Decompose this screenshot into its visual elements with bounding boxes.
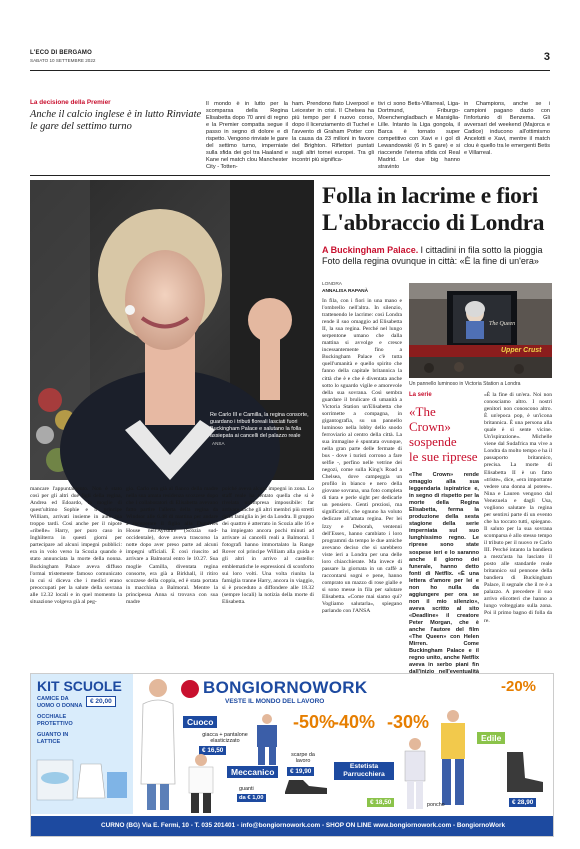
discount-40: -40%	[333, 712, 376, 732]
store-sign: Upper Crust	[501, 347, 542, 354]
brand-logo	[181, 678, 411, 708]
inset-caption: Un pannello luminoso in Victoria Station a Londra	[409, 381, 521, 387]
edile-price: € 28,90	[509, 798, 536, 807]
kit-item-1: CAMICE DA UOMO O DONNA	[37, 696, 83, 709]
premier-article	[30, 99, 550, 171]
dateline: LONDRA	[322, 282, 342, 287]
chef-figure-icon	[181, 752, 221, 814]
discount-20: -20%	[501, 678, 537, 695]
brand-name: BONGIORNOWORK	[203, 678, 368, 697]
subhead-b: Foto della regina ovunque in città: «È la fine di un'era»	[322, 256, 539, 266]
main-bottom-col-2: gio. Carlo era già al fianco della madre nella sua amata residenza scozzese dopo che i collaboratori di Elisabetta avevano fatto partire l'allerta della regina da Windsor alle 6.48 di mattina per andare a recuperare il figlio alla Dumfries House nell'Ayrshire (Scozia sud-occidentale), dove aveva trascorso la notte dopo aver preso parte ad alcuni impegni ufficiali. È così riuscito ad arrivare a Balmoral entro le 10.27. Sua moglie Camilla, diventata regina consorte, era già a Birkhall, il ritiro scozzese della coppia, ed è stata portata in macchina a Balmoral. Mentre la principessa Anna si trovava con sua madre	[126, 486, 218, 605]
kit-price: € 20,00	[86, 696, 116, 707]
photo-caption-text: Re Carlo III e Camilla, la regina consorte, guardano i tributi floreali lasciati fuori Buckingham Palace e salutano la folla assiepata ai cancelli del palazzo reale	[210, 412, 309, 439]
poncho-label: poncho	[427, 802, 445, 808]
section-rule	[30, 175, 550, 176]
sub-kicker: A Buckingham Palace.	[322, 245, 419, 255]
worker-figure-icon	[433, 708, 473, 808]
discount-50: -50%	[293, 712, 336, 732]
mechanic-figure-icon	[253, 712, 281, 766]
paper-name: L'ECO DI BERGAMO	[30, 50, 92, 56]
discount-30: -30%	[387, 712, 430, 732]
main-col-a: In fila, con i fiori in una mano e l'ombrello nell'altra. In silenzio, trattenendo le lacrime: così Londra rende il suo omaggio ad Elisabetta II, la sua regina. Perché nel lungo serpentone umano che dalla mattina si avvolge e cresce incessantemente fino a Buckingham Palace c'è tutta quell'umanità e quello spirito che fanno della capitale britannica la città che è e che è diventata anche sotto lo sguardo vigile e amorevole della sua sovrana. Così sembra guardare il brulicare di umanità a Victoria Station un'Elisabetta che sorrimette a compagna, in gigantografia, su un pannello luminoso nella lobby dello snodo ferroviario al centro della città. La sua immagine è spuntata ovunque, nella gran parte delle fermate di bus - dove i turisti corrono a fare selfie -, perfino nelle vetrine dei negozi, come sulla King's Road a Chelsea, dove campeggia un profilo in bianco e nero della giovane sovrana, una foto completa di tiara e perle sight per dedicarle un pensiero. Genti preziosi, ma significativi, che ognuno ha voluto dedicare all'amata regina. Per lei Izzy e Deborah, ventenni dell'Essex, hanno cambiato i loro programmi da tempo le due amiche avevano deciso che si sarebbero viste ieri a Londra per una delle loro chiacchierate. Ma invece di passare la giornata in un caffè a raccontarsi sogni e pene, hanno comprato un mazzo di rose gialle e si sono messe in fila per salutare Elisabetta. «Come mai siamo qui? Vogliamo salutarla», spiegano parlando con l'ANSA	[322, 298, 402, 615]
crown-kicker: La serie	[409, 392, 432, 398]
main-headline-line-2: L'abbraccio di Londra	[322, 210, 545, 236]
premier-headline: Anche il calcio inglese è in lutto Rinviate le gare del settimo turno	[30, 109, 202, 132]
guanti-price: da € 1,00	[239, 795, 264, 801]
crown-title-3: le sue riprese	[409, 449, 478, 464]
victoria-station-illustration	[409, 283, 552, 378]
premier-col-2: ham. Prendono fiato Liverpool e Leicester in crisi. Il Chelsea ha più tempo per il nuovo corso, dopo il licenziamento di Tuchel e l'avvento di Graham Potter con la causa da 23 milioni in favore del Brighton. Riflettori puntati sugli altri tornei europei. Tra gli incontri più significa-	[292, 101, 374, 164]
ad-footer-text: CURNO (BG) Via E. Fermi, 10 - T. 035 201401 - info@bongiornowork.com - SHOP ON LINE www.bongiornowork.com - BongiornoWork	[101, 822, 506, 829]
crown-text: «The Crown» rende omaggio alla sua leggendaria ispiratrice e, in segno di rispetto per la morte della Regina Elisabetta, ferma la produzione della sesta stagione della serie imperniata sul suo lunghissimo regno. Le riprese sono state sospese ieri e lo saranno anche il giorno dei funerale, hanno detto fonti di Netflix. «È una lettera d'amore per lei e non ho nulla da aggiungere per ora se non il mio silenzio», aveva scritto al sito «Deadline» il creatore Peter Morgan, che è anche l'autore del film «The Queen» con Helen Mirren. Come Buckingham Palace e il regno unito, anche Netflix aveva in serbo piani fin	[409, 472, 479, 669]
kit-item-2: OCCHIALE PROTETTIVO	[37, 714, 73, 727]
premier-col-1: Il mondo è in lutto per la scomparsa della Regina Elisabetta dopo 70 anni di regno e la Premier compatta segue il passo in segno di dolore e di rispetto. Vengono rinviate le gare del settimo turno, imperniate sulla sfida dei gol tra Haaland e Kane nel match clou Manchester City - Totten-	[206, 101, 288, 171]
cuoco-price: € 16,50	[199, 746, 226, 755]
page-number: 3	[543, 51, 550, 63]
premier-kicker: La decisione della Premier	[30, 99, 111, 106]
brand-tagline: VESTE IL MONDO DEL LAVORO	[225, 698, 325, 705]
main-headline	[322, 183, 552, 237]
kit-item-3: GUANTO IN LATTICE	[37, 732, 69, 745]
brand-mark-icon	[181, 680, 199, 698]
tv-screen-text: The Queen	[489, 321, 516, 327]
subhead-a: I cittadini in fila sotto la pioggia	[420, 245, 543, 255]
kit-scuole-panel	[31, 674, 133, 814]
beautician-figure-icon	[401, 736, 429, 812]
boot-icon	[499, 748, 549, 798]
masthead-rule	[30, 70, 550, 71]
poncho-price-tag: € 18,50	[367, 798, 394, 807]
main-headline-line-1: Folla in lacrime e fiori	[322, 183, 538, 209]
main-bottom-col-3: poiché aveva alcuni impegni in zona. Lo staff reale ha tentato quella che si è rivelata un'impresa impossibile: far arrivare anche gli altri membri più stretti della famiglia in jet da Londra. Il gruppo dei quattro è atterrato in Scozia alle 16 e ha impiegato ancora pochi minuti ad arrivare ai cancelli reali a Balmoral. I fotografi hanno immortalato la Range Rover col principe William alla guida e gli altri in arrivo al castello: emblematiche le espressioni di sconforto sui loro volti. Una volta riunita la famiglia tranne Harry, ancora in viaggio, si è proceduto a diffondere alle 18.32 (sempre locali) la notizia della morte di Elisabetta.	[222, 486, 314, 605]
scarpe-price: € 19,90	[287, 767, 314, 776]
doctor-figure-icon	[135, 674, 181, 814]
inset-photo	[409, 283, 552, 378]
edile-label: Edile	[477, 732, 505, 744]
shoe-icon	[281, 774, 331, 798]
cuoco-label: Cuoco	[183, 716, 217, 728]
kit-products-icon	[31, 754, 133, 812]
scarpe-label: scarpe da lavoro	[291, 752, 315, 765]
byline: ANNALISA RAPANÀ	[322, 289, 369, 294]
meccanico-label: Meccanico	[227, 766, 278, 778]
main-subhead	[322, 245, 552, 267]
crown-title-2: sospende	[409, 434, 457, 449]
cuoco-desc: giacca + pantalone elasticizzato	[202, 732, 248, 745]
ad-footer	[31, 816, 553, 836]
issue-date: SABATO 10 SETTEMBRE 2022	[30, 58, 96, 63]
estetista-label: Estetista Parrucchiera	[334, 762, 394, 780]
premier-col-3: tivi ci sono Betis-Villarreal, Liga-Dortmund, Friburgo-Moenchengladbach e Marsiglia-Lille. Intanto la Liga gongola, il Barca è tornato super competitivo con Xavi e i gol di Lewandowski (6 in 5 gare) e si riaccende l'eterna sfida col Real Madrid. Le due big hanno stravinto	[378, 101, 460, 171]
premier-col-4: in Champions, anche se i campioni pagano dazio con l'infortunio di Benzema. Gli avversari del weekend (Majorca e Cadice) inducono all'ottimismo Ancelotti e Xavi, mentre il match clou è quello tra le emergenti Betis e Villarreal.	[464, 101, 550, 157]
main-bottom-col-1: mancare l'appuntamento. Non è stato così per gli altri due figli della regina, Andrea ed Edoardo, la moglie di quest'ultimo Sophie e il principe William, arrivati insieme in auto ma troppo tardi. Così anche per il nipote «ribelle» Harry, per puro caso in Inghilterra in questi giorni per partecipare ad alcuni impegni pubblici: era in volo verso la Scozia quando è stato annunciata la morte della nonna. Buckingham Palace aveva diffuso l'ormai tristemente famoso comunicato in cui si diceva che i medici erano preoccupati per la salute della sovrana alle 12.32 locali e in quel momento la situazione volgeva già al peg-	[30, 486, 122, 605]
advertisement	[30, 673, 554, 837]
photo-credit: ANSA	[212, 441, 225, 446]
kit-title: KIT SCUOLE	[37, 678, 122, 694]
main-col-right: «È la fine di un'era. Noi non conosciamo altro. I nostri genitori non conoscono altro. È un'epoca pop, è un'icona britannica. È una persona alla quale è si sente vicine. Un'ispirazione». Michelle viene dal Sudafrica ma vive a Londra da molto tempo e ha il passaporto britannico, precisa. La morte di Elisabetta II è un fatto «triste», dice, «era importante vedere una donna al potere». Nina e Lauren vengono dal Venezuela e dagli Usa, vogliono salutare la regina per sentirsi parte di un evento che ha toccato tutti, spiegano. Il saluto per la sua sovrana scomparsa è allo stesso tempo il tributo per il nuovo re Carlo III. Perché intanto la bandiera a mezz'asta ha lasciato il posto alle standarde reale britannico sul pennone della bandiera di Buckingham Palace, il segnale che il re è a palazzo. A precedere il suo arrivo elicotteri che hanno a lungo volteggiato sulla zona. Poi il primo bagno di folla da re.	[484, 392, 552, 624]
photo-caption	[210, 412, 310, 448]
crown-title-1: «The Crown»	[409, 404, 451, 434]
crown-sidebar	[409, 392, 479, 669]
guanti-label: guanti	[239, 786, 254, 792]
masthead	[30, 50, 550, 70]
